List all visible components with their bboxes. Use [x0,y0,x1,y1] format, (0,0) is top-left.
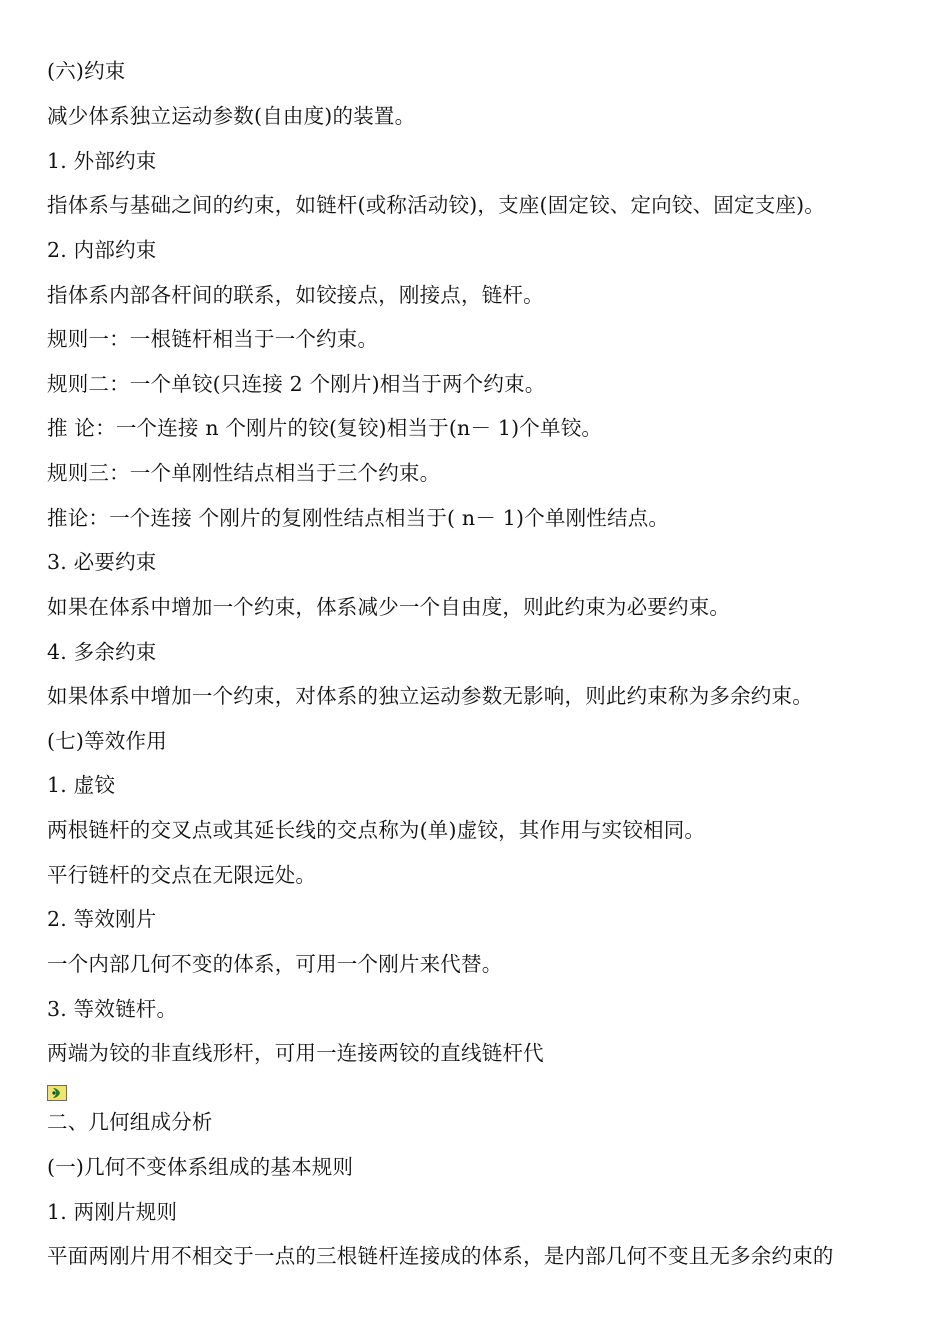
subheading-internal-constraint: 2. 内部约束 [47,238,157,262]
rule-line: 规则二：一个单铰(只连接 2 个刚片)相当于两个约束。 [47,372,546,396]
rule-line: 规则三：一个单刚性结点相当于三个约束。 [47,461,441,485]
speaker-icon[interactable] [47,1085,67,1101]
paragraph-line: 指体系与基础之间的约束，如链杆(或称活动铰)，支座(固定铰、定向铰、固定支座)。 [47,193,825,217]
subheading-necessary-constraint: 3. 必要约束 [47,550,157,574]
paragraph-line: 指体系内部各杆间的联系，如铰接点，刚接点，链杆。 [47,283,544,307]
subheading-virtual-hinge: 1. 虚铰 [47,773,116,797]
speaker-icon-glyph [50,1087,64,1099]
section-heading-constraints: (六)约束 [47,59,126,83]
paragraph-line: 一个内部几何不变的体系，可用一个刚片来代替。 [47,952,503,976]
section-heading-basic-rules: (一)几何不变体系组成的基本规则 [47,1155,354,1179]
corollary-line: 推论：一个连接 个刚片的复刚性结点相当于( n－ 1)个单刚性结点。 [47,506,670,530]
subheading-two-rigid-body-rule: 1. 两刚片规则 [47,1200,178,1224]
paragraph-line: 平行链杆的交点在无限远处。 [47,863,317,887]
paragraph-line: 两端为铰的非直线形杆，可用一连接两铰的直线链杆代 [47,1041,544,1065]
subheading-external-constraint: 1. 外部约束 [47,149,157,173]
subheading-equivalent-link: 3. 等效链杆。 [47,997,178,1021]
subheading-redundant-constraint: 4. 多余约束 [47,640,157,664]
rule-line: 规则一：一根链杆相当于一个约束。 [47,327,379,351]
paragraph-line: 两根链杆的交叉点或其延长线的交点称为(单)虚铰，其作用与实铰相同。 [47,818,706,842]
section-heading-equivalent: (七)等效作用 [47,729,167,753]
paragraph-line: 如果体系中增加一个约束，对体系的独立运动参数无影响，则此约束称为多余约束。 [47,684,813,708]
paragraph-line: 如果在体系中增加一个约束，体系减少一个自由度，则此约束为必要约束。 [47,595,731,619]
paragraph-line: 平面两刚片用不相交于一点的三根链杆连接成的体系，是内部几何不变且无多余约束的 [47,1244,834,1268]
corollary-line: 推 论：一个连接 n 个刚片的铰(复铰)相当于(n－ 1)个单铰。 [47,416,603,440]
section-heading-geometric-analysis: 二、几何组成分析 [47,1110,213,1134]
paragraph-line: 减少体系独立运动参数(自由度)的装置。 [47,104,416,128]
subheading-equivalent-rigid-body: 2. 等效刚片 [47,907,157,931]
